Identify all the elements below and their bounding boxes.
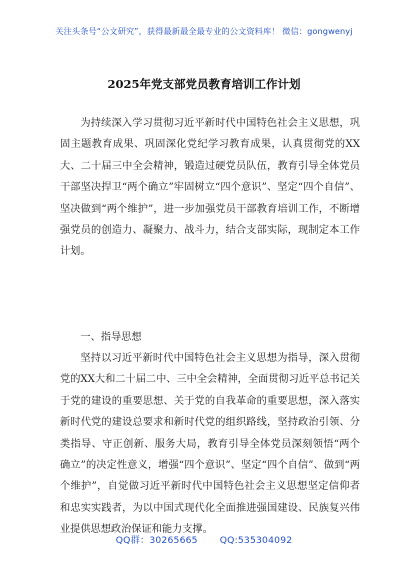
guiding-ideology-paragraph: 坚持以习近平新时代中国特色社会主义思想为指导，深入贯彻党的XX大和二十届二中、三中全会精神，全面贯彻习近平总书记关于党的建设的重要思想、关于党的自我革命的重要思想，深入落实新时代党的建设总要求和新时代党的组织路线，坚持政治引领、分类指导、守正创新、服务大局，教育引导全体党员深刻领悟“两个确立”的决定性意义，增强“四个意识”、坚定“四个自信”、做到“两个维护”，自觉做习近平新时代中国特色社会主义思想坚定信仰者和忠实实践者，为以中国式现代化全面推进强国建设、民族复兴伟业提供思想政治保证和能力支撑。 bbox=[60, 353, 360, 536]
intro-paragraph: 为持续深入学习贯彻习近平新时代中国特色社会主义思想，巩固主题教育成果、巩固深化党纪学习教育成果，认真贯彻党的XX大、二十届三中全会精神，锻造过硬党员队伍，教育引导全体党员干部坚决捍卫“两个确立”牢固树立“四个意识”、坚定“四个自信”、坚决做到“两个维护”，进一步加强党员干部教育培训工作，不断增强党员的创造力、凝聚力、战斗力，结合支部实际，现制定本工作计划。 bbox=[60, 118, 360, 258]
intro-section bbox=[60, 113, 360, 263]
header-promo: 关注头条号“公文研究”，获得最新最全最专业的公文资料库！ 微信：gongwenyj bbox=[55, 26, 353, 36]
section-heading-container bbox=[60, 327, 360, 348]
footer-qq-group: QQ群：30265665 bbox=[115, 535, 198, 546]
document-title: 2025年党支部党员教育培训工作计划 bbox=[107, 77, 301, 91]
guiding-ideology-section bbox=[60, 348, 360, 541]
footer-qq-contact: QQ:535304092 bbox=[219, 535, 293, 546]
footer bbox=[0, 532, 408, 546]
section-heading-guiding-ideology: 一、指导思想 bbox=[80, 332, 142, 343]
